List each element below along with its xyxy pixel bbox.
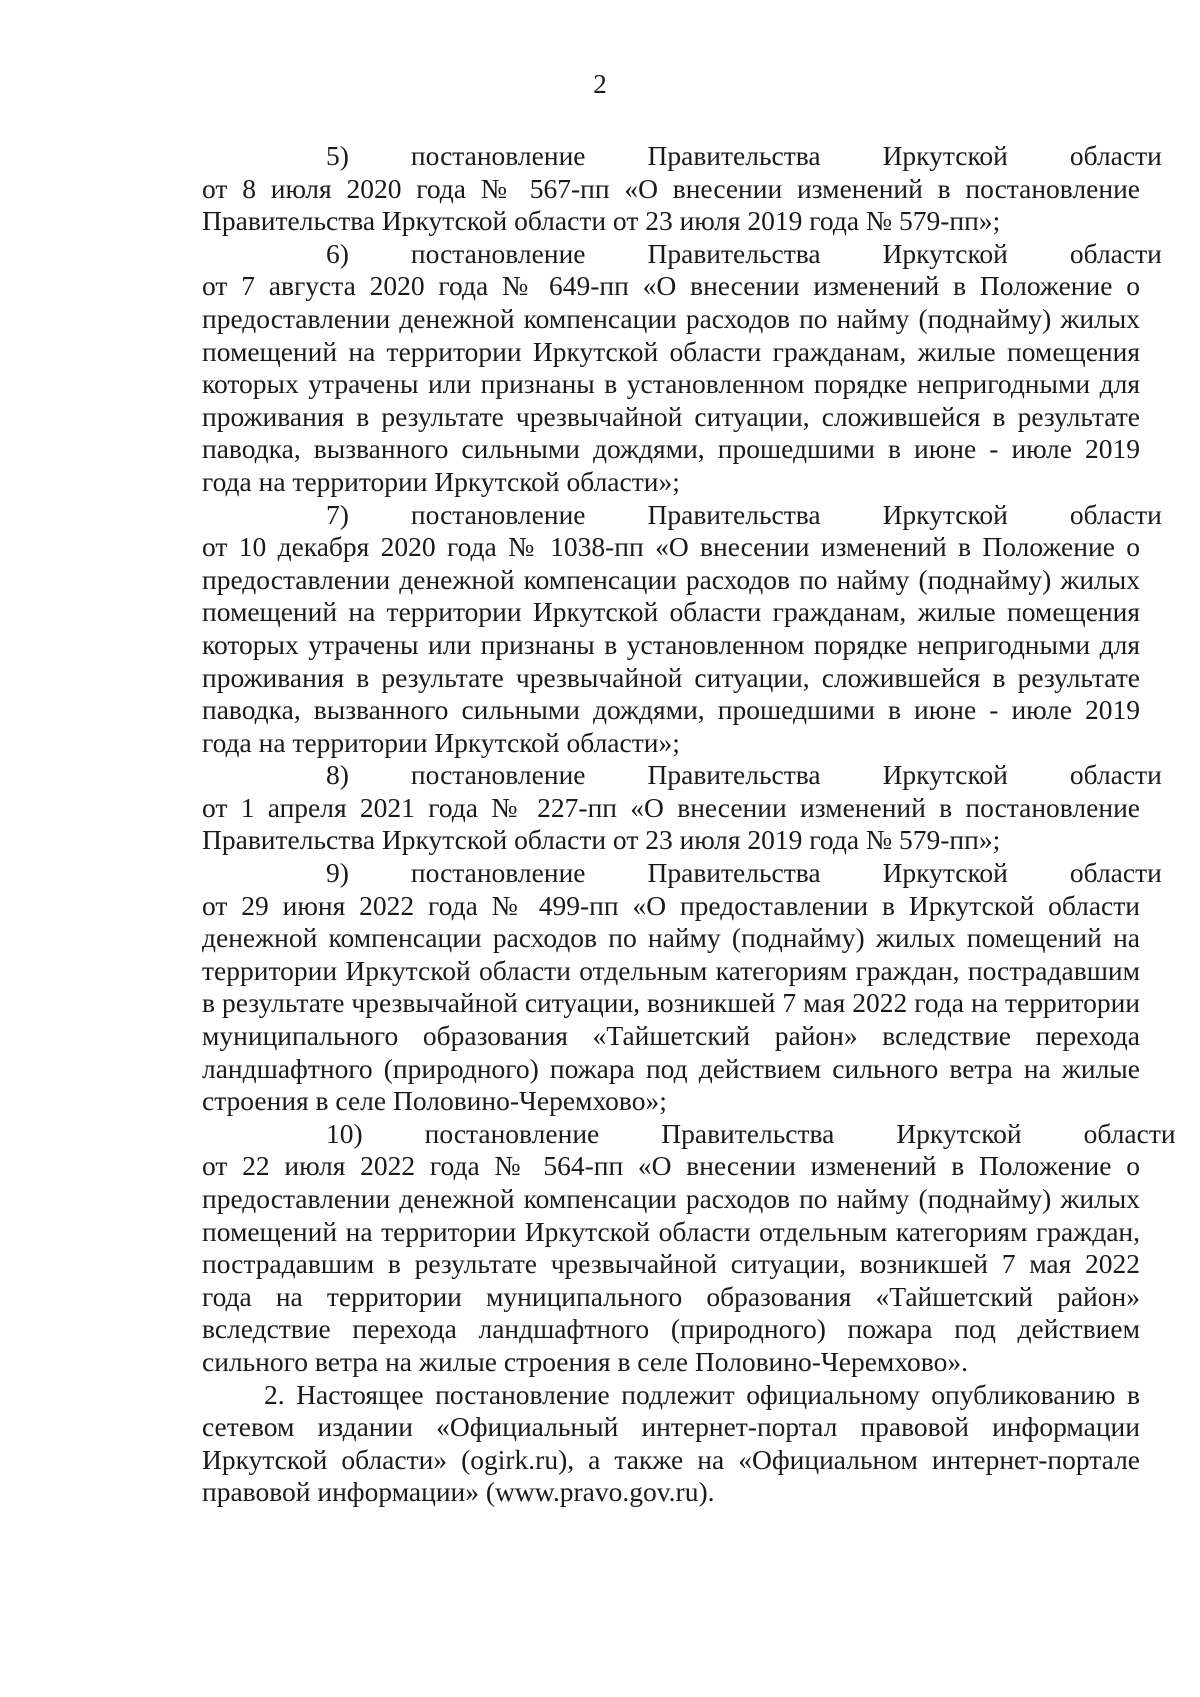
item-word: Иркутской	[882, 498, 1008, 530]
item-head	[202, 140, 1162, 173]
item-text: от 7 августа 2020 года № 649-пп «О внесении изменений в Положение о предоставлении денежной компенсации расходов по найму (поднайму) жилых помещений на территории Иркутской области гражданам, жилые помещения которых утрачены или признаны в установленном порядке непригодными для проживания в результате чрезвычайной ситуации, сложившейся в результате паводка, вызванного сильными дождями, прошедшими в июне - июле 2019 года на территории Иркутской области»;	[202, 270, 1140, 497]
item-text: от 8 июля 2020 года № 567-пп «О внесении изменений в постановление Правительства Иркутской области от 23 июля 2019 года № 579-пп»;	[202, 172, 1140, 237]
item-word: Правительства	[647, 140, 821, 171]
list-item	[202, 759, 1162, 857]
item-word: области	[1069, 857, 1162, 889]
item-word: области	[1069, 498, 1162, 530]
item-word: Иркутской	[882, 857, 1008, 889]
item-word: Правительства	[647, 498, 821, 530]
item-number: 8)	[326, 759, 349, 791]
item-word: Иркутской	[896, 1117, 1022, 1149]
item-number: 5)	[326, 140, 349, 171]
item-word: области	[1069, 759, 1162, 791]
list-item	[202, 498, 1162, 760]
item-head	[202, 498, 1162, 532]
item-word: области	[1069, 140, 1162, 171]
item-word: области	[1069, 237, 1162, 269]
item-word: Правительства	[647, 759, 821, 791]
item-word: постановление	[424, 1117, 600, 1149]
item-head	[202, 857, 1162, 890]
item-word: Правительства	[661, 1117, 835, 1149]
item-head	[202, 759, 1162, 792]
item-word: постановление	[410, 857, 586, 889]
item-text: от 29 июня 2022 года № 499-пп «О предоставлении в Иркутской области денежной компенсации расходов по найму (поднайму) жилых помещений на территории Иркутской области отдельным категориям граждан, пострадавшим в результате чрезвычайной ситуации, возникшей 7 мая 2022 года на территории муниципального образования «Тайшетский район» вследствие перехода ландшафтного (природного) пожара под действием сильного ветра на жилые строения в селе Половино-Черемхово»;	[202, 889, 1140, 1117]
item-head	[202, 1117, 1176, 1151]
item-head	[202, 237, 1162, 271]
item-word: Правительства	[647, 237, 821, 269]
item-word: Иркутской	[882, 237, 1008, 269]
item-text: от 1 апреля 2021 года № 227-пп «О внесении изменений в постановление Правительства Иркутской области от 23 июля 2019 года № 579-пп»;	[202, 791, 1140, 856]
item-word: Иркутской	[882, 140, 1008, 171]
item-word: постановление	[410, 759, 586, 791]
list-item	[202, 1117, 1176, 1379]
item-word: области	[1083, 1117, 1176, 1149]
item-number: 10)	[326, 1117, 363, 1149]
item-word: Иркутской	[882, 759, 1008, 791]
item-text: от 10 декабря 2020 года № 1038-пп «О внесении изменений в Положение о предоставлении денежной компенсации расходов по найму (поднайму) жилых помещений на территории Иркутской области гражданам, жилые помещения которых утрачены или признаны в установленном порядке непригодными для проживания в результате чрезвычайной ситуации, сложившейся в результате паводка, вызванного сильными дождями, прошедшими в июне - июле 2019 года на территории Иркутской области»;	[202, 531, 1140, 758]
item-number: 9)	[326, 857, 349, 889]
item-word: постановление	[410, 498, 586, 530]
document-body	[202, 140, 1176, 1509]
list-item	[202, 237, 1162, 499]
list-item	[202, 140, 1162, 238]
item-number: 7)	[326, 498, 349, 530]
page-number: 2	[593, 69, 607, 99]
item-word: Правительства	[647, 857, 821, 889]
item-word: постановление	[410, 140, 586, 171]
final-paragraph: 2. Настоящее постановление подлежит официальному опубликованию в сетевом издании «Официальный интернет-портал правовой информации Иркутской области» (ogirk.ru), а также на «Официальном интернет-портале правовой информации» (www.pravo.gov.ru).	[202, 1378, 1140, 1508]
list-item	[202, 857, 1162, 1118]
item-word: постановление	[410, 237, 586, 269]
item-text: от 22 июля 2022 года № 564-пп «О внесении изменений в Положение о предоставлении денежной компенсации расходов по найму (поднайму) жилых помещений на территории Иркутской области отдельным категориям граждан, пострадавшим в результате чрезвычайной ситуации, возникшей 7 мая 2022 года на территории муниципального образования «Тайшетский район» вследствие перехода ландшафтного (природного) пожара под действием сильного ветра на жилые строения в селе Половино-Черемхово».	[202, 1150, 1140, 1377]
item-number: 6)	[326, 237, 349, 269]
